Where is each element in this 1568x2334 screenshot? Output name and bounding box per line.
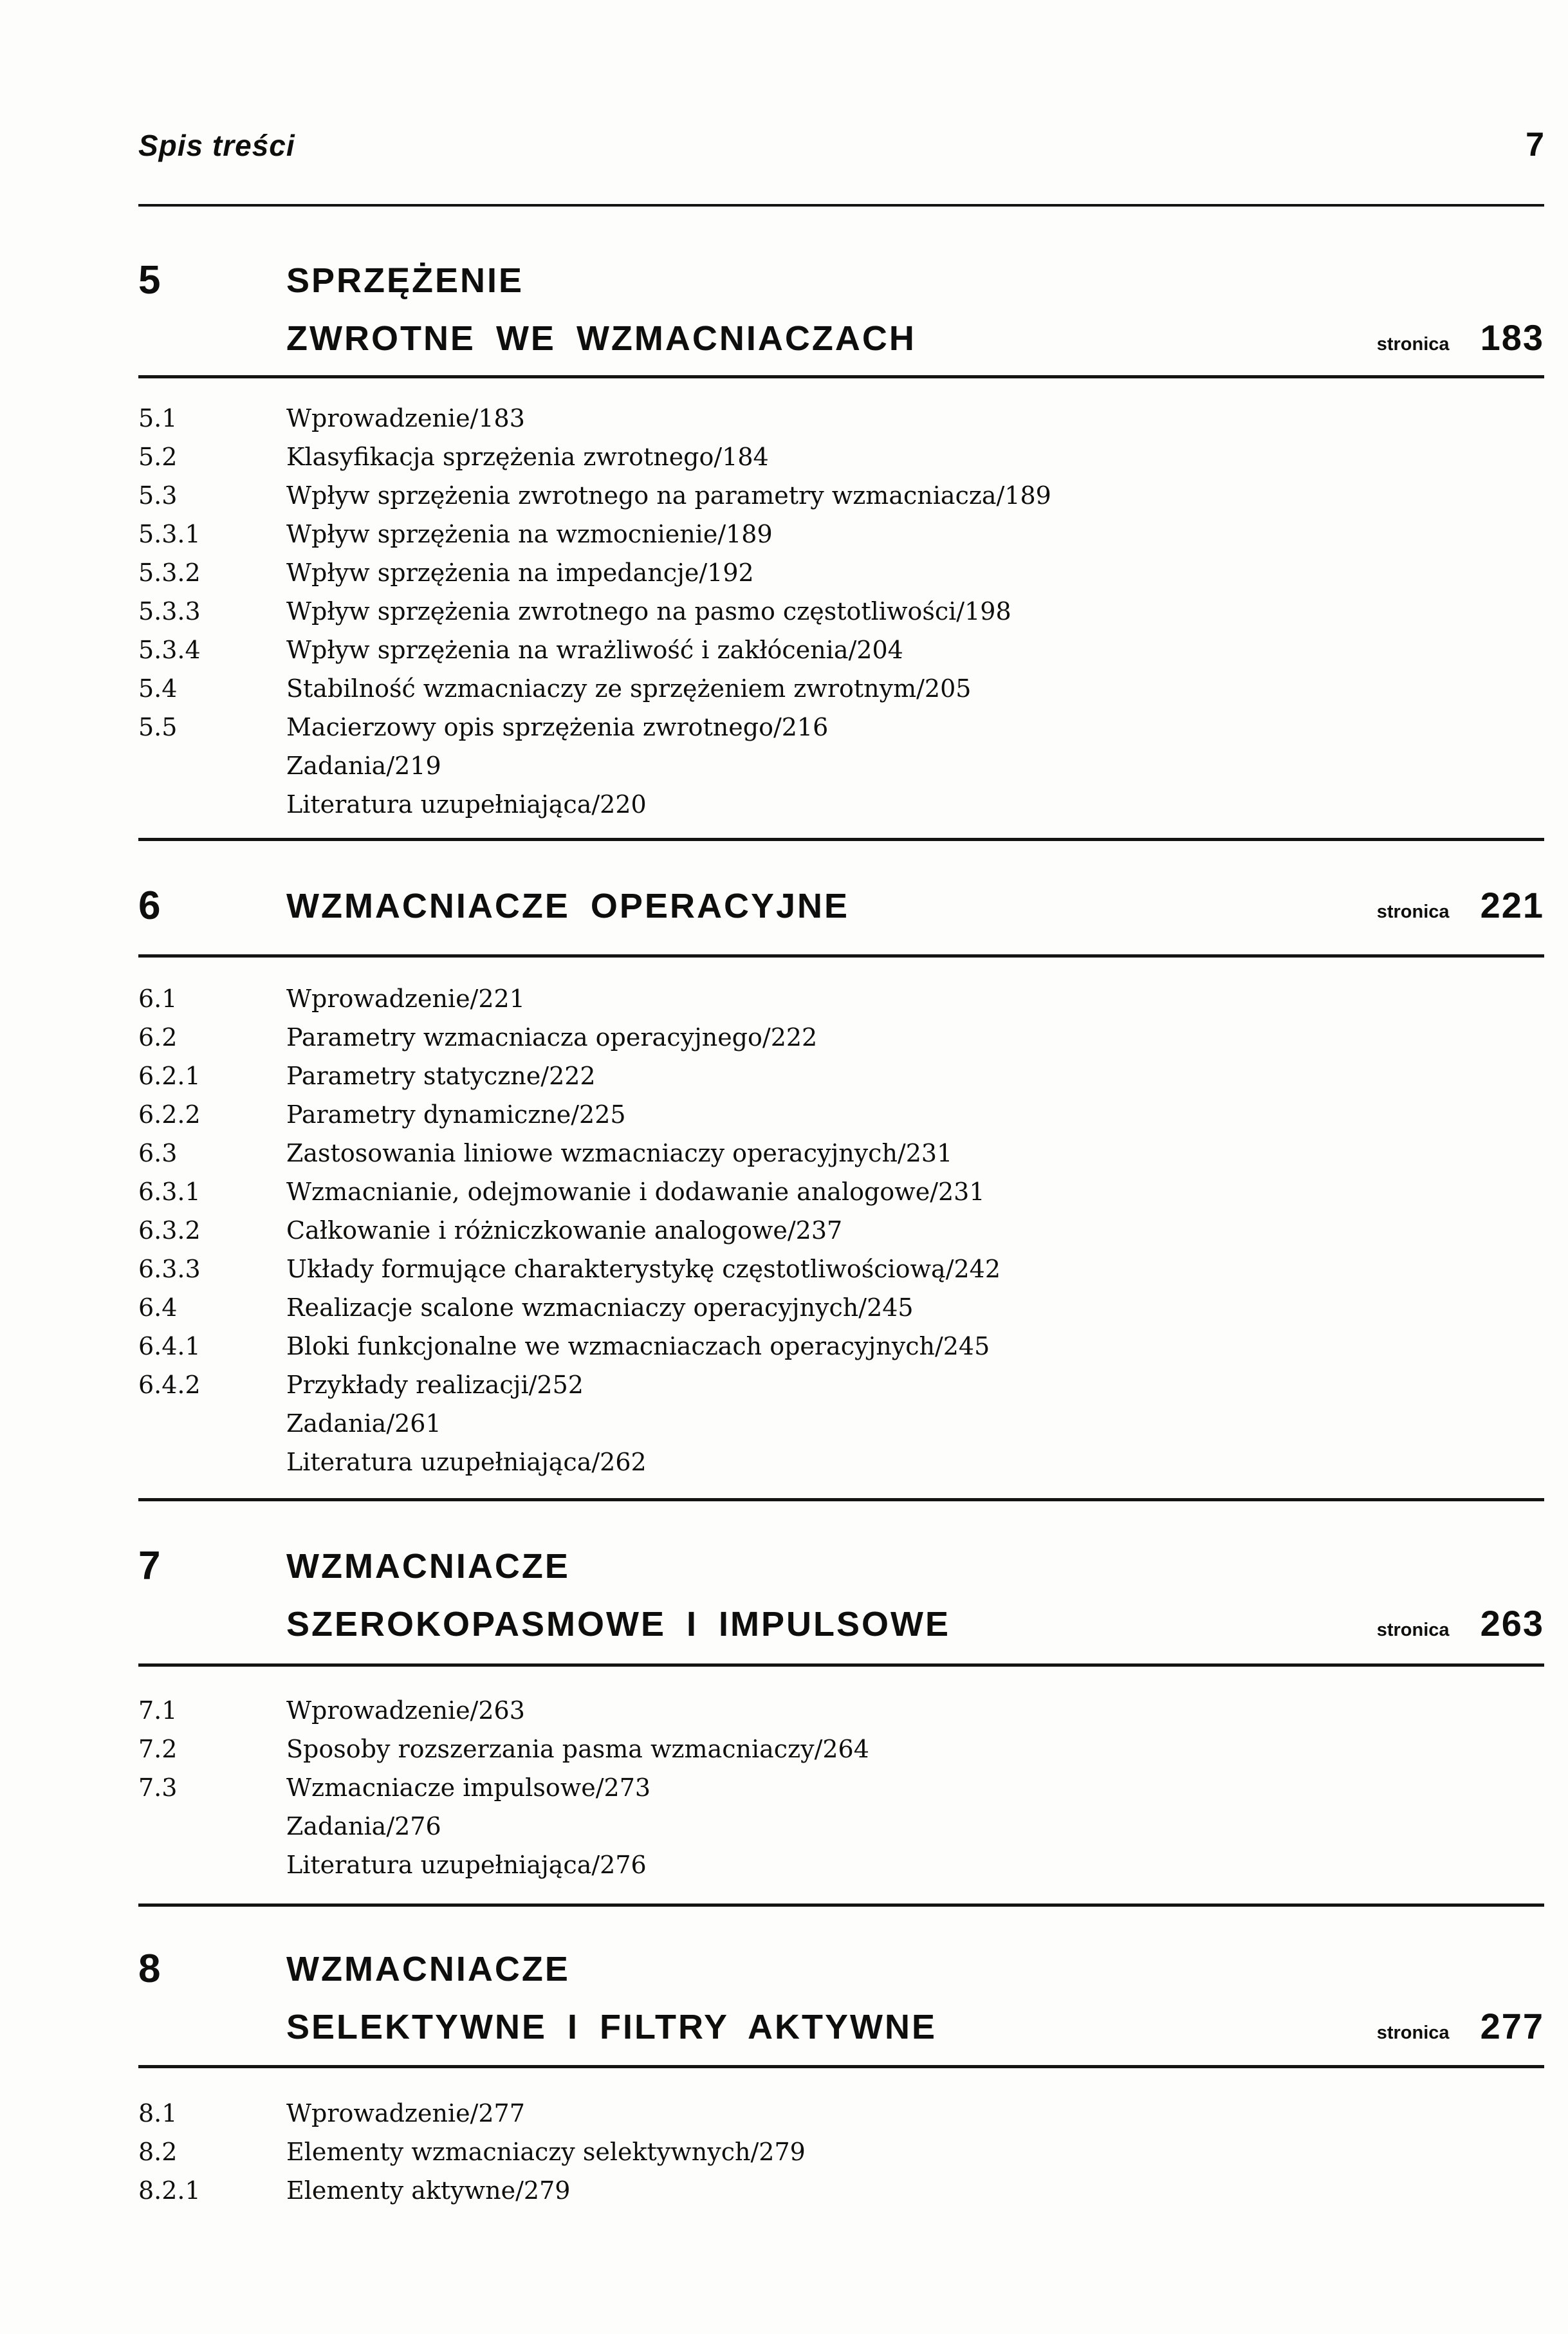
toc-entry bbox=[138, 438, 1544, 476]
toc-entry-title: Zadania/219 bbox=[286, 752, 441, 780]
divider bbox=[138, 838, 1544, 841]
chapter-title-line2: SZEROKOPASMOWE I IMPULSOWE bbox=[286, 1605, 951, 1644]
chapter-title bbox=[286, 1537, 1377, 1653]
toc-entry bbox=[138, 1172, 1544, 1211]
toc-entry bbox=[138, 1807, 1544, 1846]
chapter-heading bbox=[138, 877, 1544, 935]
chapter-title bbox=[286, 1940, 1377, 2056]
toc-entry bbox=[138, 2094, 1544, 2133]
toc-entry-title: Realizacje scalone wzmacniaczy operacyjnych/245 bbox=[286, 1293, 914, 1322]
chapter-page bbox=[1377, 317, 1544, 367]
toc-entry-title: Parametry wzmacniacza operacyjnego/222 bbox=[286, 1023, 818, 1051]
chapter-page-number: 277 bbox=[1480, 2006, 1544, 2046]
toc-entry-title: Elementy wzmacniaczy selektywnych/279 bbox=[286, 2138, 806, 2166]
toc-entry-number: 5.4 bbox=[138, 674, 178, 703]
toc-entry-title: Przykłady realizacji/252 bbox=[286, 1371, 584, 1399]
section-list bbox=[138, 979, 1544, 1481]
divider bbox=[138, 954, 1544, 958]
toc-entry-title: Macierzowy opis sprzężenia zwrotnego/216 bbox=[286, 713, 829, 741]
chapter-title bbox=[286, 877, 1377, 935]
chapter-8 bbox=[138, 1940, 1544, 2210]
toc-entry-title: Wpływ sprzężenia zwrotnego na pasmo częstotliwości/198 bbox=[286, 597, 1011, 625]
toc-entry bbox=[138, 1846, 1544, 1884]
toc-entry-number: 5.3.3 bbox=[138, 597, 201, 625]
chapter-number: 7 bbox=[138, 1544, 161, 1588]
toc-entry-title: Parametry dynamiczne/225 bbox=[286, 1100, 626, 1129]
chapter-6 bbox=[138, 877, 1544, 1501]
toc-entry-number: 7.1 bbox=[138, 1696, 178, 1725]
chapter-title-line1: SPRZĘŻENIE bbox=[286, 261, 524, 300]
section-list bbox=[138, 2094, 1544, 2210]
toc-entry-title: Zadania/261 bbox=[286, 1409, 441, 1438]
toc-entry bbox=[138, 553, 1544, 592]
toc-entry-title: Układy formujące charakterystykę częstotliwościową/242 bbox=[286, 1255, 1001, 1283]
toc-entry-number: 6.3.1 bbox=[138, 1178, 201, 1206]
toc-entry-title: Wpływ sprzężenia na wrażliwość i zakłócenia/204 bbox=[286, 636, 903, 664]
toc-entry bbox=[138, 979, 1544, 1018]
toc-entry bbox=[138, 669, 1544, 708]
chapter-number: 8 bbox=[138, 1947, 161, 1991]
toc-entry bbox=[138, 592, 1544, 631]
section-list bbox=[138, 1691, 1544, 1884]
page-word-label: stronica bbox=[1376, 334, 1450, 355]
toc-entry bbox=[138, 1288, 1544, 1327]
chapter-title-line1: WZMACNIACZE OPERACYJNE bbox=[286, 887, 850, 925]
toc-entry-number: 7.3 bbox=[138, 1774, 178, 1802]
toc-entry-title: Całkowanie i różniczkowanie analogowe/237 bbox=[286, 1216, 843, 1245]
toc-entry-number: 6.2.1 bbox=[138, 1062, 201, 1090]
page-word-label: stronica bbox=[1376, 1620, 1450, 1640]
toc-entry-number: 6.3.3 bbox=[138, 1255, 201, 1283]
toc-entry-title: Wprowadzenie/263 bbox=[286, 1696, 525, 1725]
toc-entry bbox=[138, 1134, 1544, 1172]
chapter-page-number: 263 bbox=[1480, 1603, 1544, 1644]
chapter-title-line2: ZWROTNE WE WZMACNIACZACH bbox=[286, 319, 916, 358]
toc-entry-title: Wpływ sprzężenia na wzmocnienie/189 bbox=[286, 520, 773, 548]
toc-entry-number: 5.3 bbox=[138, 481, 178, 510]
toc-entry bbox=[138, 746, 1544, 785]
chapter-page bbox=[1377, 1602, 1544, 1653]
toc-entry-number: 8.2.1 bbox=[138, 2176, 201, 2205]
section-list bbox=[138, 399, 1544, 824]
chapter-heading bbox=[138, 1940, 1544, 2056]
toc-entry-number: 5.5 bbox=[138, 713, 178, 741]
toc-entry-title: Literatura uzupełniająca/262 bbox=[286, 1448, 647, 1476]
divider bbox=[138, 1903, 1544, 1907]
toc-entry-number: 6.3.2 bbox=[138, 1216, 201, 1245]
toc-entry-title: Literatura uzupełniająca/276 bbox=[286, 1851, 647, 1879]
toc-entry bbox=[138, 1250, 1544, 1288]
toc-entry bbox=[138, 1095, 1544, 1134]
toc-entry bbox=[138, 2171, 1544, 2210]
chapter-page bbox=[1377, 884, 1544, 935]
toc-entry-title: Wpływ sprzężenia zwrotnego na parametry wzmacniacza/189 bbox=[286, 481, 1051, 510]
toc-entry bbox=[138, 1768, 1544, 1807]
toc-entry-title: Wzmacnianie, odejmowanie i dodawanie analogowe/231 bbox=[286, 1178, 985, 1206]
toc-entry bbox=[138, 1327, 1544, 1366]
toc-entry-title: Wzmacniacze impulsowe/273 bbox=[286, 1774, 651, 1802]
toc-entry-number: 8.2 bbox=[138, 2138, 178, 2166]
toc-entry-number: 5.3.4 bbox=[138, 636, 201, 664]
page-header bbox=[138, 125, 1544, 164]
toc-entry-title: Wpływ sprzężenia na impedancje/192 bbox=[286, 559, 754, 587]
page-word-label: stronica bbox=[1376, 902, 1450, 922]
toc-entry bbox=[138, 1730, 1544, 1768]
chapter-title-line1: WZMACNIACZE bbox=[286, 1950, 570, 1988]
page-number: 7 bbox=[1526, 126, 1544, 163]
chapter-page bbox=[1377, 2005, 1544, 2056]
chapter-title-line2: SELEKTYWNE I FILTRY AKTYWNE bbox=[286, 2008, 937, 2046]
divider bbox=[138, 375, 1544, 378]
toc-entry-number: 6.4 bbox=[138, 1293, 178, 1322]
chapter-5 bbox=[138, 252, 1544, 841]
toc-entry-title: Wprowadzenie/183 bbox=[286, 404, 525, 432]
toc-entry bbox=[138, 515, 1544, 553]
toc-entry bbox=[138, 1211, 1544, 1250]
toc-entry bbox=[138, 631, 1544, 669]
toc-entry bbox=[138, 1018, 1544, 1057]
chapter-7 bbox=[138, 1537, 1544, 1907]
chapter-number: 6 bbox=[138, 884, 161, 928]
toc-entry-title: Parametry statyczne/222 bbox=[286, 1062, 596, 1090]
toc-entry bbox=[138, 1691, 1544, 1730]
toc-entry-number: 7.2 bbox=[138, 1735, 178, 1763]
toc-entry bbox=[138, 1366, 1544, 1404]
toc-entry-number: 5.1 bbox=[138, 404, 178, 432]
page-title: Spis treści bbox=[138, 129, 295, 162]
toc-entry bbox=[138, 1057, 1544, 1095]
chapter-heading bbox=[138, 1537, 1544, 1653]
toc-entry-title: Wprowadzenie/221 bbox=[286, 985, 525, 1013]
toc-entry-title: Sposoby rozszerzania pasma wzmacniaczy/264 bbox=[286, 1735, 869, 1763]
toc-entry-number: 5.3.2 bbox=[138, 559, 201, 587]
toc-entry bbox=[138, 708, 1544, 746]
toc-entry-number: 6.4.2 bbox=[138, 1371, 201, 1399]
toc-entry bbox=[138, 1443, 1544, 1481]
chapter-heading bbox=[138, 252, 1544, 367]
divider bbox=[138, 1498, 1544, 1501]
page-word-label: stronica bbox=[1376, 2023, 1450, 2043]
toc-entry-title: Elementy aktywne/279 bbox=[286, 2176, 571, 2205]
divider bbox=[138, 204, 1544, 207]
toc-entry-number: 5.3.1 bbox=[138, 520, 201, 548]
toc-entry-title: Stabilność wzmacniaczy ze sprzężeniem zwrotnym/205 bbox=[286, 674, 972, 703]
toc-entry-number: 6.1 bbox=[138, 985, 178, 1013]
toc-entry-title: Zastosowania liniowe wzmacniaczy operacyjnych/231 bbox=[286, 1139, 953, 1167]
toc-entry-number: 6.4.1 bbox=[138, 1332, 201, 1360]
chapter-title bbox=[286, 252, 1377, 367]
toc-entry-number: 6.2.2 bbox=[138, 1100, 201, 1129]
toc-entry bbox=[138, 399, 1544, 438]
toc-entry-number: 6.3 bbox=[138, 1139, 178, 1167]
toc-entry bbox=[138, 476, 1544, 515]
divider bbox=[138, 1663, 1544, 1667]
chapter-page-number: 221 bbox=[1480, 885, 1544, 925]
toc-entry bbox=[138, 1404, 1544, 1443]
toc-entry-title: Literatura uzupełniająca/220 bbox=[286, 790, 647, 819]
toc-entry-number: 5.2 bbox=[138, 443, 178, 471]
toc-entry-title: Zadania/276 bbox=[286, 1812, 441, 1840]
toc-entry bbox=[138, 785, 1544, 824]
chapter-number: 5 bbox=[138, 258, 161, 302]
toc-entry-number: 8.1 bbox=[138, 2099, 178, 2127]
chapter-page-number: 183 bbox=[1480, 317, 1544, 358]
toc-entry-title: Bloki funkcjonalne we wzmacniaczach operacyjnych/245 bbox=[286, 1332, 990, 1360]
toc-entry-title: Klasyfikacja sprzężenia zwrotnego/184 bbox=[286, 443, 769, 471]
toc-entry-number: 6.2 bbox=[138, 1023, 178, 1051]
toc-entry bbox=[138, 2133, 1544, 2171]
toc-entry-title: Wprowadzenie/277 bbox=[286, 2099, 525, 2127]
divider bbox=[138, 2065, 1544, 2068]
chapter-title-line1: WZMACNIACZE bbox=[286, 1547, 570, 1586]
